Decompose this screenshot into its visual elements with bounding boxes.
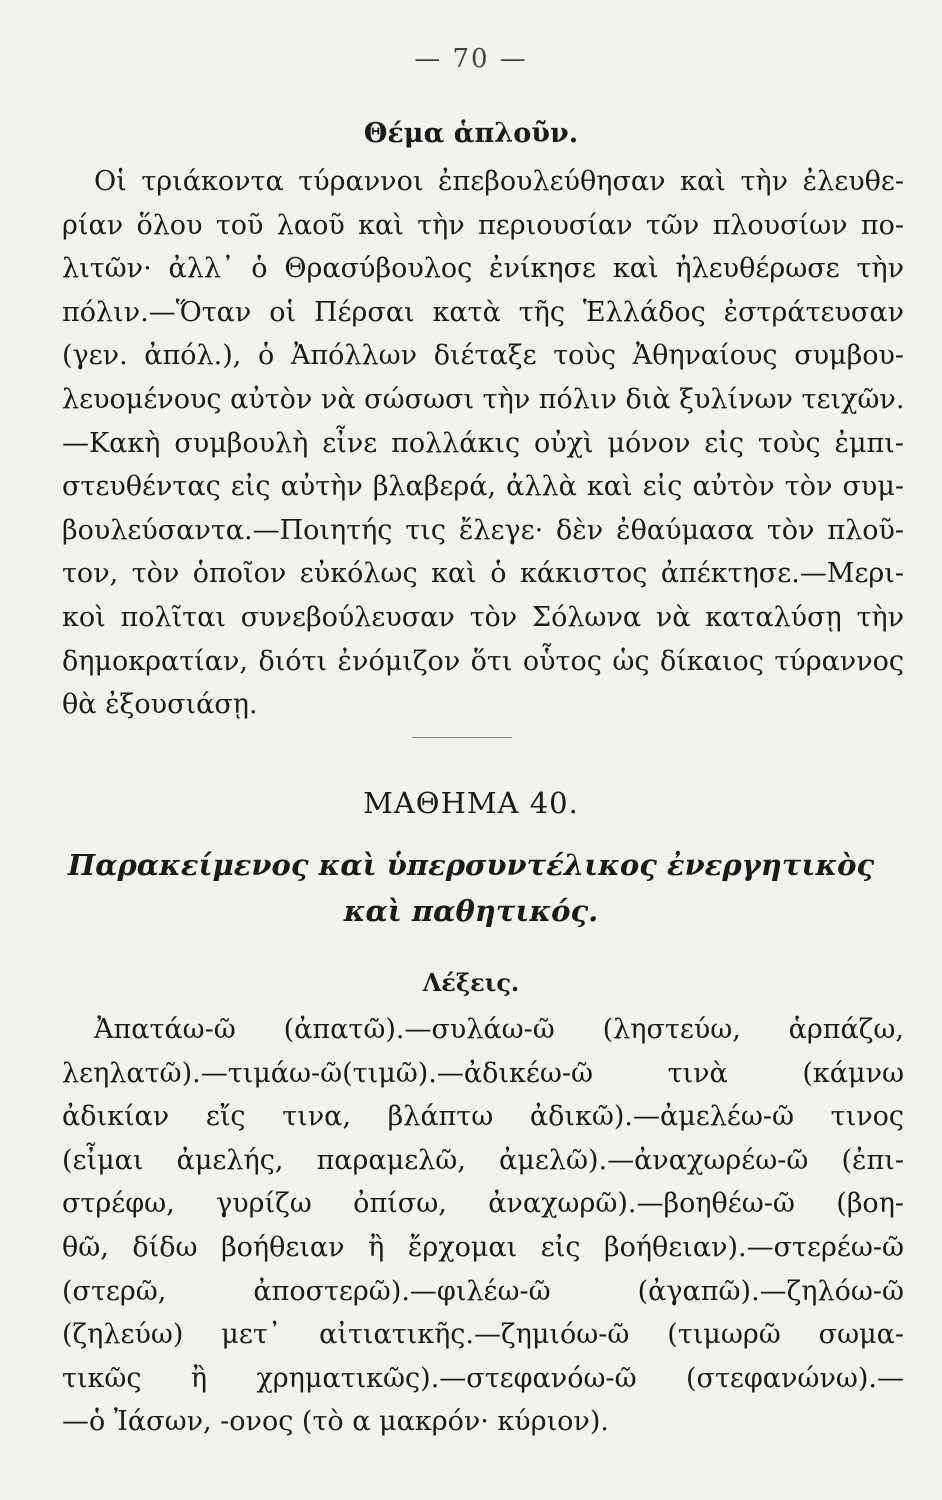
text-line: ἀδικίαν εἴς τινα, βλάπτω ἀδικῶ).—ἀμελέω-ῶ τινος [62,1101,904,1133]
text-line: Ἀπατάω-ῶ (ἀπατῶ).—συλάω-ῶ (ληστεύω, ἁρπάζω, [94,1014,904,1045]
text-line: (εἶμαι ἀμελής, παραμελῶ, ἀμελῶ).—ἀναχωρέω-ῶ (ἐπι- [62,1144,904,1176]
vocab-paragraph [62,1008,904,1444]
text-line: —Κακὴ συμβουλὴ εἶνε πολλάκις οὐχὶ μόνον εἰς τοὺς ἐμπι- [62,427,904,459]
text-line: πόλιν.—Ὅταν οἱ Πέρσαι κατὰ τῆς Ἑλλάδος ἐστράτευσαν [62,296,904,328]
text-line: θῶ, δίδω βοήθειαν ἢ ἔρχομαι εἰς βοήθειαν).—στερέω-ῶ [62,1231,904,1263]
text-line: (γεν. ἀπόλ.), ὁ Ἀπόλλων διέταξε τοὺς Ἀθηναίους συμβου- [62,340,904,372]
section-divider [412,737,512,738]
lesson-title: ΜΑΘΗΜΑ 40. [363,786,579,820]
lesson-subtitle-line: καὶ παθητικός. [343,894,599,928]
lesson-subtitle [0,842,942,934]
text-line: βουλεύσαντα.—Ποιητής τις ἔλεγε· δὲν ἐθαύμασα τὸν πλοῦ- [62,514,904,546]
page-number: — 70 — [414,44,528,74]
lesson-subtitle-line: Παρακείμενος καὶ ὑπερσυντέλικος ἐνεργητικὸς [67,848,875,882]
text-line: τικῶς ἢ χρηματικῶς).—στεφανόω-ῶ (στεφανώνω).— [62,1362,904,1394]
text-line: (ζηλεύω) μετ᾽ αἰτιατικῆς.—ζημιόω-ῶ (τιμωρῶ σωμα- [62,1319,904,1351]
text-line: —ὁ Ἰάσων, -ονος (τὸ α μακρόν· κύριον). [62,1406,609,1438]
exercise-paragraph [62,160,904,727]
text-line: λεηλατῶ).—τιμάω-ῶ(τιμῶ).—ἀδικέω-ῶ τινὰ (κάμνω [62,1057,904,1089]
text-line: λευομένους αὐτὸν νὰ σώσωσι τὴν πόλιν διὰ ξυλίνων τειχῶν. [62,383,904,415]
text-line: ρίαν ὅλου τοῦ λαοῦ καὶ τὴν περιουσίαν τῶν πλουσίων πο- [62,209,904,241]
exercise-title: Θέμα ἁπλοῦν. [363,118,579,149]
text-line: κοὶ πολῖται συνεβούλευσαν τὸν Σόλωνα νὰ καταλύσῃ τὴν [62,601,904,633]
text-line: δημοκρατίαν, διότι ἐνόμιζον ὅτι οὗτος ὡς δίκαιος τύραννος [62,645,904,677]
text-line: στευθέντας εἰς αὐτὴν βλαβερά, ἀλλὰ καὶ εἰς αὐτὸν τὸν συμ- [62,471,904,503]
text-line: Οἱ τριάκοντα τύραννοι ἐπεβουλεύθησαν καὶ τὴν ἐλευθε- [94,166,904,197]
text-line: θὰ ἐξουσιάσῃ. [62,689,258,721]
text-line: στρέφω, γυρίζω ὀπίσω, ἀναχωρῶ).—βοηθέω-ῶ (βοη- [62,1188,904,1220]
text-line: τον, τὸν ὁποῖον εὐκόλως καὶ ὁ κάκιστος ἀπέκτησε.—Μερι- [62,558,904,590]
text-line: λιτῶν· ἀλλ᾽ ὁ Θρασύβουλος ἐνίκησε καὶ ἠλευθέρωσε τὴν [62,253,904,285]
vocab-heading: Λέξεις. [422,968,520,997]
text-line: (στερῶ, ἀποστερῶ).—φιλέω-ῶ (ἀγαπῶ).—ζηλόω-ῶ [62,1275,904,1307]
